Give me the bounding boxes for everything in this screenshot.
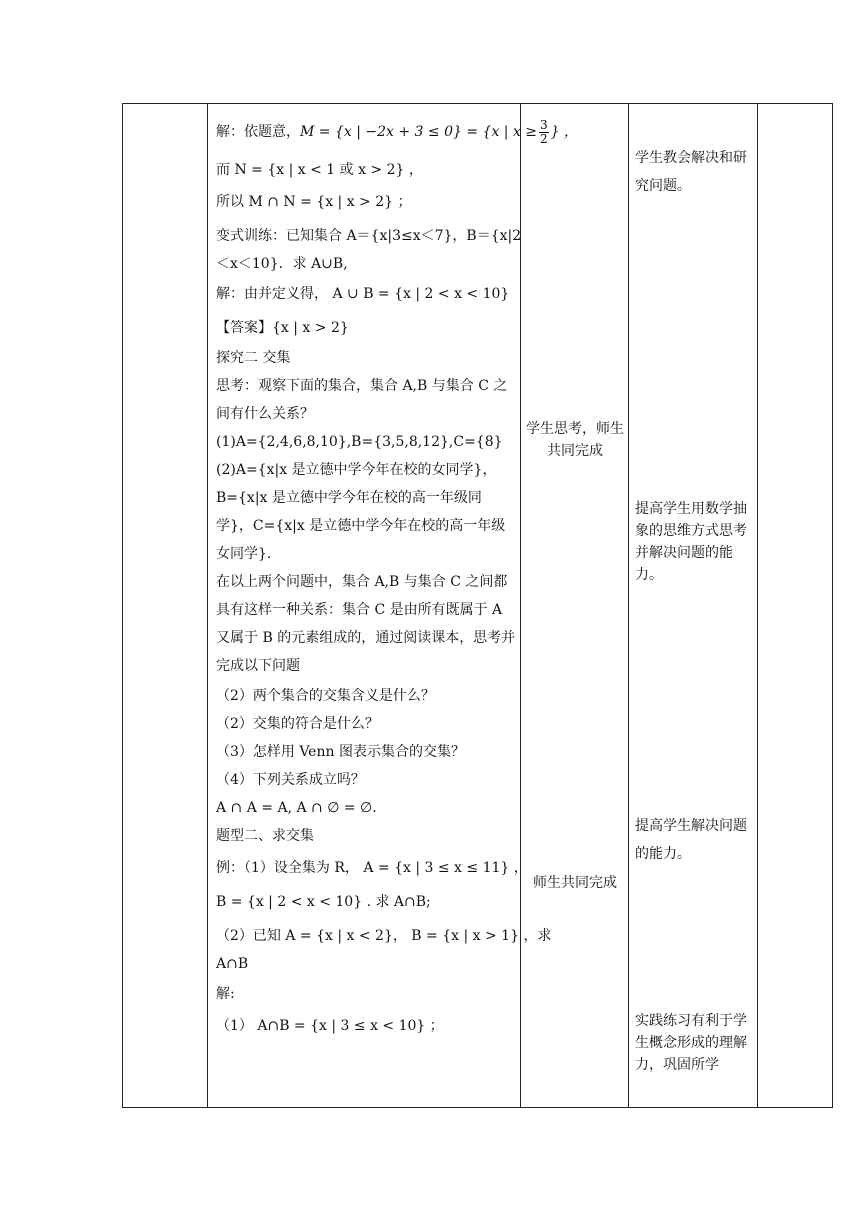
intent-cell-3: 提高学生解决问题的能力。 bbox=[635, 818, 747, 862]
question-item: （2）两个集合的交集含义是什么？ bbox=[216, 688, 435, 704]
text-line: (1)A={2,4,6,8,10},B={3,5,8,12},C={8} bbox=[216, 434, 503, 450]
example-line: B = {x | 2 < x < 10} . 求 A∩B; bbox=[216, 894, 431, 910]
example-line: 例：（1）设全集为 R， A = {x | 3 ≤ x ≤ 11} ， bbox=[216, 860, 528, 876]
column-divider bbox=[520, 104, 521, 1107]
text-paragraph: 思考：观察下面的集合，集合 A,B 与集合 C 之间有什么关系？ bbox=[216, 378, 508, 422]
question-item: （4）下列关系成立吗？ bbox=[216, 772, 365, 788]
text-line: 变式训练：已知集合 A＝{x|3≤x＜7}，B＝{x|2 bbox=[216, 228, 522, 244]
answer-line: 【答案】{x | x > 2} bbox=[216, 320, 349, 336]
text-line: ＜x＜10}．求 A∪B, bbox=[216, 256, 348, 272]
lesson-table bbox=[122, 103, 833, 1108]
solution-line: 解：依题意，M = {x | −2x + 3 ≤ 0} = {x | x ≥ $\frac{3}{2}$ } ， bbox=[216, 117, 579, 146]
fraction: $\frac{3}{2}$ bbox=[540, 117, 548, 146]
text-paragraph: (2)A={x|x 是立德中学今年在校的女同学}，B={x|x 是立德中学今年在校的高一年级同学}，C={x|x 是立德中学今年在校的高一年级女同学}. bbox=[216, 462, 506, 562]
text-line: 解：由并定义得， A ∪ B = {x | 2 < x < 10} bbox=[216, 286, 510, 302]
intent-cell-4: 实践练习有利于学生概念形成的理解力，巩固所学 bbox=[635, 1013, 747, 1073]
activity-cell-2: 师生共同完成 bbox=[533, 875, 617, 891]
text-line: 所以 M ∩ N = {x | x > 2} ； bbox=[216, 194, 412, 210]
example-line: A∩B bbox=[216, 956, 249, 972]
question-item: （3）怎样用 Venn 图表示集合的交集？ bbox=[216, 744, 465, 760]
intent-cell-2: 提高学生用数学抽象的思维方式思考并解决问题的能力。 bbox=[635, 501, 747, 583]
activity-cell-1: 学生思考，师生共同完成 bbox=[526, 421, 624, 459]
intent-cell-1: 学生教会解决和研究问题。 bbox=[635, 150, 747, 194]
text-line: 而 N = {x | x < 1 或 x > 2} ， bbox=[216, 162, 423, 178]
column-divider bbox=[207, 104, 208, 1107]
column-divider bbox=[757, 104, 758, 1107]
solution-line: （1） A∩B = {x | 3 ≤ x < 10} ； bbox=[216, 1018, 444, 1034]
text-line: 解: bbox=[216, 986, 235, 1002]
section-heading: 探究二 交集 bbox=[216, 350, 291, 366]
section-heading: 题型二、求交集 bbox=[216, 828, 314, 844]
formula-line: A ∩ A = A, A ∩ ∅ = ∅. bbox=[216, 800, 377, 816]
text-paragraph: 在以上两个问题中，集合 A,B 与集合 C 之间都具有这样一种关系：集合 C 是由所有既属于 A 又属于 B 的元素组成的，通过阅读课本，思考并完成以下问题 bbox=[216, 574, 516, 674]
example-line: （2）已知 A = {x | x < 2}， B = {x | x > 1} ，求 bbox=[216, 928, 552, 944]
column-divider bbox=[628, 104, 629, 1107]
question-item: （2）交集的符合是什么？ bbox=[216, 716, 379, 732]
